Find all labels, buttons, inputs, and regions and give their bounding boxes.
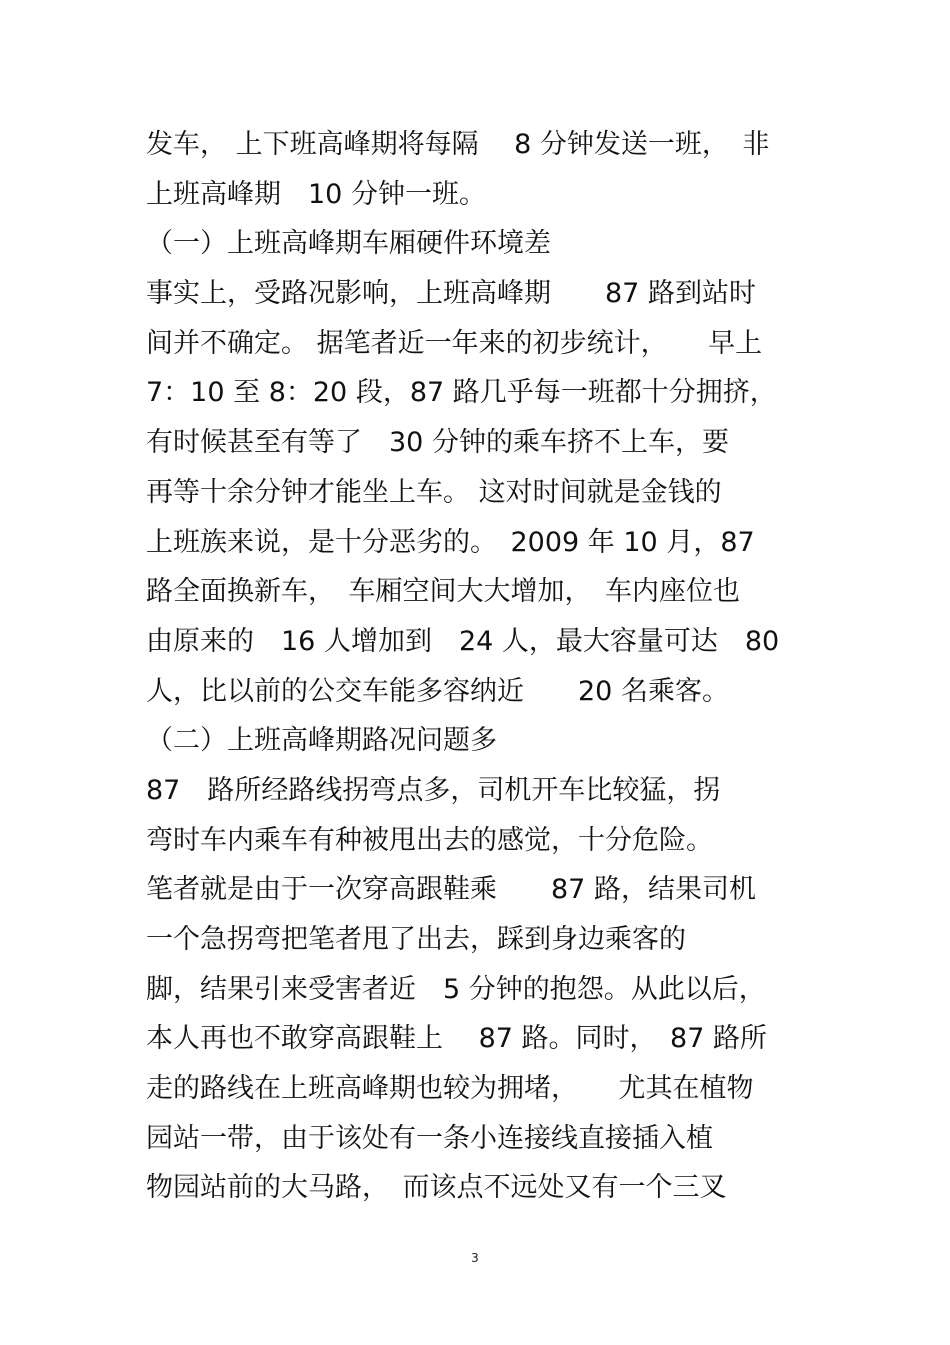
text-line: 上班高峰期 10 分钟一班。 <box>146 178 486 210</box>
text-line: 物园站前的大马路， 而该点不远处又有一个三叉 <box>146 1172 727 1204</box>
text-line: 有时候甚至有等了 30 分钟的乘车挤不上车，要 <box>146 427 729 459</box>
text-line: 87 路所经路线拐弯点多，司机开车比较猛，拐 <box>146 774 721 806</box>
text-line: 7：10 至 8：20 段，87 路几乎每一班都十分拥挤， <box>146 377 777 409</box>
text-line: 人，比以前的公交车能多容纳近 20 名乘客。 <box>146 675 729 707</box>
text-line: 笔者就是由于一次穿高跟鞋乘 87 路，结果司机 <box>146 874 756 906</box>
section-heading-1: （一）上班高峰期车厢硬件环境差 <box>146 228 551 260</box>
text-line: 弯时车内乘车有种被甩出去的感觉，十分危险。 <box>146 824 713 856</box>
text-line: 再等十余分钟才能坐上车。 这对时间就是金钱的 <box>146 476 722 508</box>
text-line: 走的路线在上班高峰期也较为拥堵， 尤其在植物 <box>146 1073 754 1105</box>
section-heading-2: （二）上班高峰期路况问题多 <box>146 725 497 757</box>
page-number: 3 <box>471 1251 479 1265</box>
text-line: 上班族来说，是十分恶劣的。 2009 年 10 月，87 <box>146 526 755 558</box>
text-line: 本人再也不敢穿高跟鞋上 87 路。同时， 87 路所 <box>146 1023 767 1055</box>
text-line: 间并不确定。 据笔者近一年来的初步统计， 早上 <box>146 327 763 359</box>
text-line: 一个急拐弯把笔者甩了出去，踩到身边乘客的 <box>146 924 686 955</box>
text-line: 园站一带，由于该处有一条小连接线直接插入植 <box>146 1122 713 1154</box>
text-line: 发车， 上下班高峰期将每隔 8 分钟发送一班， 非 <box>146 129 770 160</box>
text-line: 事实上，受路况影响，上班高峰期 87 路到站时 <box>146 278 756 310</box>
text-line: 由原来的 16 人增加到 24 人，最大容量可达 80 <box>146 625 780 657</box>
body-text <box>146 120 826 1213</box>
text-line: 脚，结果引来受害者近 5 分钟的抱怨。从此以后， <box>146 973 766 1005</box>
text-line: 路全面换新车， 车厢空间大大增加， 车内座位也 <box>146 576 740 608</box>
